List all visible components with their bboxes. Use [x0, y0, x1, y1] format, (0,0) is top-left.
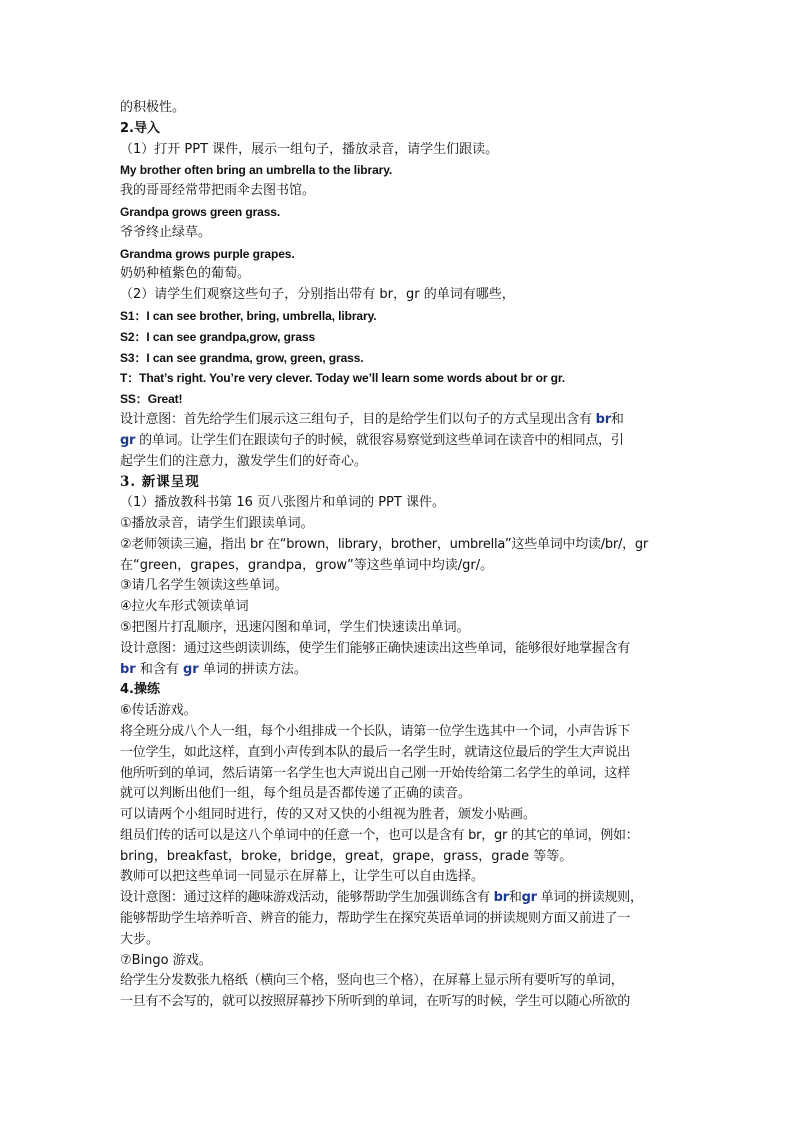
- text-line: 一旦有不会写的，就可以按照屏幕抄下所听到的单词，在听写的时候，学生可以随心所欲的: [120, 994, 631, 1010]
- text-line: ⑥传话游戏。: [120, 703, 197, 719]
- text-line: ③请几名学生领读这些单词。: [120, 578, 288, 594]
- design-intent-line: br 和含有 gr 单词的拼读方法。: [120, 661, 307, 677]
- design-intent-line: 能够帮助学生培养听音、辨音的能力，帮助学生在探究英语单词的拼读规则方面又前进了一: [120, 911, 631, 927]
- text-line: 我的哥哥经常带把雨伞去图书馆。: [120, 183, 316, 199]
- english-sentence: Grandma grows purple grapes.: [120, 246, 295, 261]
- design-intent-line: 大步。: [120, 931, 160, 947]
- section-heading-lead-in: 2.导入: [120, 120, 160, 136]
- dialogue-line: S3：I can see grandma, grow, green, grass.: [120, 350, 364, 365]
- text-line: ⑤把图片打乱顺序，迅速闪图和单词，学生们快速读出单词。: [120, 619, 470, 635]
- text-line: 就可以判断出他们一组，每个组员是否都传递了正确的读音。: [120, 786, 472, 802]
- design-intent-line: 设计意图：通过这些朗读训练，使学生们能够正确快速读出这些单词，能够很好地掌握含有: [120, 640, 631, 656]
- text-line: ⑦Bingo 游戏。: [120, 952, 212, 968]
- text-line: 一位学生，如此这样，直到小声传到本队的最后一名学生时，就请这位最后的学生大声说出: [120, 744, 631, 760]
- text-line: ①播放录音，请学生们跟读单词。: [120, 515, 314, 531]
- text-line: 他所听到的单词，然后请第一名学生也大声说出自己刚一开始传给第二名学生的单词，这样: [120, 765, 631, 781]
- text-line: 奶奶种植紫色的葡萄。: [120, 266, 251, 282]
- text-line: （2）请学生们观察这些句子，分别指出带有 br，gr 的单词有哪些，: [120, 287, 515, 303]
- text-line: ④拉火车形式领读单词: [120, 599, 249, 615]
- dialogue-line: S1：I can see brother, bring, umbrella, library.: [120, 308, 377, 323]
- text-line: 可以请两个小组同时进行，传的又对又快的小组视为胜者，颁发小贴画。: [120, 807, 537, 823]
- section-heading-practice: 4.操练: [120, 682, 160, 698]
- document-page: [120, 98, 680, 1013]
- design-intent-line: gr 的单词。让学生们在跟读句子的时候，就很容易察觉到这些单词在读音中的相同点，引: [120, 432, 624, 448]
- text-line: 爷爷终止绿草。: [120, 224, 212, 240]
- design-intent-line: 设计意图：首先给学生们展示这三组句子，目的是给学生们以句子的方式呈现出含有 br和: [120, 411, 624, 427]
- english-sentence: Grandpa grows green grass.: [120, 204, 281, 219]
- text-line: （1）打开 PPT 课件，展示一组句子，播放录音，请学生们跟读。: [120, 141, 499, 157]
- english-sentence: My brother often bring an umbrella to the library.: [120, 163, 393, 178]
- text-line: 的积极性。: [120, 100, 186, 115]
- text-line: 组员们传的话可以是这八个单词中的任意一个，也可以是含有 br，gr 的其它的单词，例如：: [120, 827, 639, 843]
- text-line: 给学生分发数张九格纸（横向三个格，竖向也三个格），在屏幕上显示所有要听写的单词，: [120, 973, 624, 989]
- text-line: 将全班分成八个人一组，每个小组排成一个长队，请第一位学生选其中一个词，小声告诉下: [120, 723, 631, 739]
- text-line: 在“green，grapes，grandpa，grow”等这些单词中均读/gr/。: [120, 557, 494, 573]
- text-line: （1）播放教科书第 16 页八张图片和单词的 PPT 课件。: [120, 495, 445, 511]
- section-heading-new-lesson: 3. 新课呈现: [120, 474, 200, 491]
- text-line: bring，breakfast，broke，bridge，great，grape，grass，grade 等等。: [120, 848, 573, 864]
- design-intent-line: 起学生们的注意力，激发学生们的好奇心。: [120, 453, 368, 469]
- dialogue-line: S2：I can see grandpa,grow, grass: [120, 329, 316, 344]
- text-line: 教师可以把这些单词一同显示在屏幕上，让学生可以自由选择。: [120, 869, 485, 885]
- dialogue-line: T：That’s right. You’re very clever. Today we’ll learn some words about br or gr.: [120, 371, 566, 386]
- text-line: ②老师领读三遍，指出 br 在“brown，library，brother，umbrella”这些单词中均读/br/，gr: [120, 536, 648, 552]
- design-intent-line: 设计意图：通过这样的趣味游戏活动，能够帮助学生加强训练含有 br和gr 单词的拼读规则，: [120, 890, 643, 906]
- dialogue-line: SS：Great!: [120, 392, 183, 407]
